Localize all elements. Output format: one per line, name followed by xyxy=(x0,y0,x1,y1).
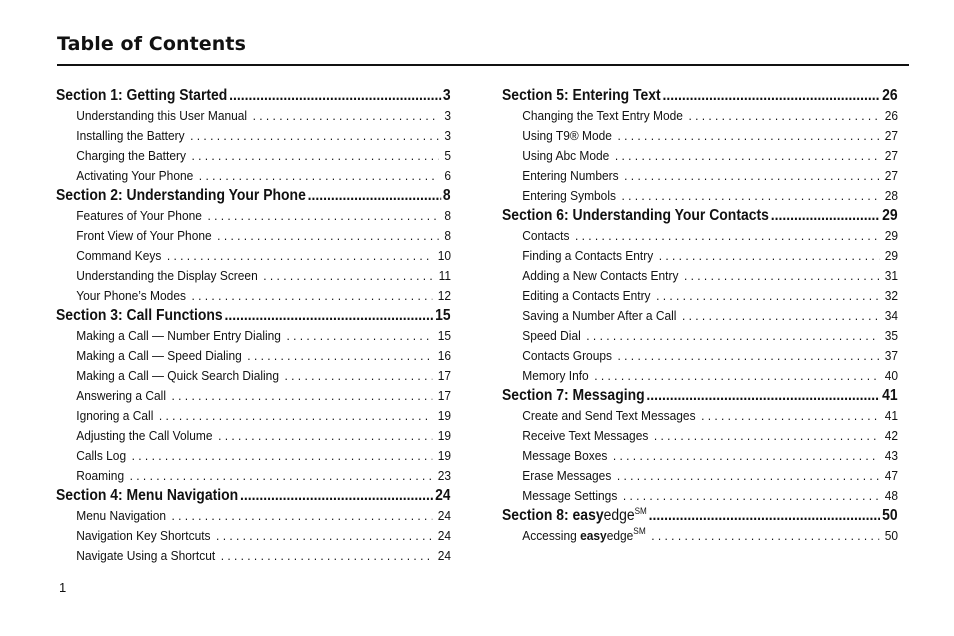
label-text: Saving a Number After a Call xyxy=(522,308,677,323)
toc-page-number: 41 xyxy=(884,408,899,423)
toc-entry[interactable] xyxy=(56,426,451,446)
toc-section-heading[interactable] xyxy=(502,506,898,526)
toc-entry[interactable] xyxy=(56,406,451,426)
toc-entry[interactable] xyxy=(502,186,898,206)
toc-entry-label xyxy=(76,366,279,386)
toc-page-number: 3 xyxy=(442,87,451,104)
dot-leader xyxy=(240,486,433,506)
label-text: Speed Dial xyxy=(522,328,581,343)
toc-page-number: 50 xyxy=(882,507,898,524)
toc-entry-label xyxy=(76,386,166,406)
toc-entry-label xyxy=(76,166,193,186)
toc-entry-label xyxy=(522,226,569,246)
toc-page-number: 8 xyxy=(444,228,452,243)
dot-leader xyxy=(594,366,879,386)
toc-entry-label xyxy=(76,466,124,486)
toc-entry-label xyxy=(522,526,645,546)
label-text: Features of Your Phone xyxy=(76,208,202,223)
label-text: Section 7: Messaging xyxy=(502,387,645,404)
toc-page-number: 27 xyxy=(884,128,899,143)
toc-entry[interactable] xyxy=(502,306,898,326)
toc-entry[interactable] xyxy=(56,106,451,126)
toc-page-number: 12 xyxy=(437,288,452,303)
toc-page-number: 19 xyxy=(437,408,452,423)
dot-leader xyxy=(621,186,879,206)
label-text: Section 1: Getting Started xyxy=(56,87,228,104)
toc-entry-label xyxy=(76,446,126,466)
toc-right-column xyxy=(502,86,898,546)
toc-page-number: 31 xyxy=(884,268,899,283)
dot-leader xyxy=(656,286,879,306)
dot-leader xyxy=(615,146,879,166)
dot-leader xyxy=(286,326,432,346)
toc-entry[interactable] xyxy=(502,226,898,246)
toc-entry-label xyxy=(522,446,607,466)
toc-entry-label xyxy=(522,106,683,126)
dot-leader xyxy=(649,506,881,526)
toc-entry-label xyxy=(522,306,676,326)
label-text: Front View of Your Phone xyxy=(76,228,212,243)
dot-leader xyxy=(682,306,879,326)
toc-page-number: 16 xyxy=(437,348,452,363)
toc-page-number: 32 xyxy=(884,288,899,303)
toc-entry-label xyxy=(76,246,161,266)
toc-page-number: 28 xyxy=(884,188,899,203)
toc-entry-label xyxy=(522,126,612,146)
toc-section-label xyxy=(56,486,238,506)
label-text: Adjusting the Call Volume xyxy=(76,428,213,443)
toc-entry[interactable] xyxy=(56,286,451,306)
toc-left-column xyxy=(56,86,451,566)
label-text: Answering a Call xyxy=(76,388,166,403)
toc-entry-label xyxy=(76,506,166,526)
toc-entry-label xyxy=(522,246,653,266)
label-text: Section 8: xyxy=(502,507,573,524)
toc-page-number: 48 xyxy=(884,488,899,503)
toc-entry-label xyxy=(76,526,210,546)
dot-leader xyxy=(308,186,441,206)
toc-entry[interactable] xyxy=(56,526,451,546)
toc-entry-label xyxy=(522,426,648,446)
label-text: Erase Messages xyxy=(522,468,612,483)
toc-page-number: 11 xyxy=(438,268,452,283)
toc-entry-label xyxy=(522,266,678,286)
toc-entry-label xyxy=(522,486,617,506)
toc-entry-label xyxy=(76,206,202,226)
dot-leader xyxy=(654,426,879,446)
dot-leader xyxy=(613,446,879,466)
toc-entry-label xyxy=(522,366,588,386)
toc-section-heading[interactable] xyxy=(502,386,898,406)
toc-entry[interactable] xyxy=(56,346,451,366)
toc-entry[interactable] xyxy=(56,126,451,146)
toc-entry-label xyxy=(522,286,650,306)
toc-entry-label xyxy=(76,146,186,166)
toc-page-number: 6 xyxy=(444,168,452,183)
dot-leader xyxy=(662,86,880,106)
dot-leader xyxy=(217,226,439,246)
toc-entry-label xyxy=(522,326,581,346)
label-text: Your Phone’s Modes xyxy=(76,288,186,303)
dot-leader xyxy=(659,246,879,266)
toc-entry-label xyxy=(76,266,257,286)
toc-page-number: 27 xyxy=(884,148,899,163)
toc-page-number: 8 xyxy=(442,187,451,204)
toc-entry-label xyxy=(522,146,609,166)
label-text: Contacts xyxy=(522,228,570,243)
label-text: Making a Call — Speed Dialing xyxy=(76,348,242,363)
dot-leader xyxy=(617,466,879,486)
toc-section-label xyxy=(56,86,227,106)
label-text: Section 4: Menu Navigation xyxy=(56,487,239,504)
toc-entry[interactable] xyxy=(502,246,898,266)
label-text: Activating Your Phone xyxy=(76,168,194,183)
dot-leader xyxy=(575,226,879,246)
label-text: Menu Navigation xyxy=(76,508,166,523)
toc-entry-label xyxy=(76,106,247,126)
label-text: Command Keys xyxy=(76,248,162,263)
dot-leader xyxy=(771,206,881,226)
toc-section-label xyxy=(502,506,647,526)
toc-entry[interactable] xyxy=(502,126,898,146)
toc-page-number: 47 xyxy=(884,468,899,483)
dot-leader xyxy=(218,426,432,446)
toc-page-number: 50 xyxy=(884,528,899,543)
label-text: Using T9® Mode xyxy=(522,128,612,143)
label-text: Installing the Battery xyxy=(76,128,185,143)
toc-page-number: 29 xyxy=(884,248,899,263)
toc-section-heading[interactable] xyxy=(56,306,451,326)
dot-leader xyxy=(617,126,879,146)
page-title: Table of Contents xyxy=(57,33,246,55)
toc-entry[interactable] xyxy=(56,206,451,226)
toc-page-number: 19 xyxy=(437,448,452,463)
toc-page-number: 26 xyxy=(882,87,898,104)
toc-page-number: 3 xyxy=(444,128,452,143)
toc-section-heading[interactable] xyxy=(56,186,451,206)
toc-entry-label xyxy=(522,186,616,206)
dot-leader xyxy=(132,446,433,466)
toc-entry[interactable] xyxy=(502,286,898,306)
dot-leader xyxy=(623,486,879,506)
toc-entry[interactable] xyxy=(502,426,898,446)
toc-page-number: 35 xyxy=(884,328,899,343)
dot-leader xyxy=(229,86,441,106)
label-text: Section 5: Entering Text xyxy=(502,87,661,104)
label-text: Roaming xyxy=(76,468,125,483)
label-text: Understanding the Display Screen xyxy=(76,268,258,283)
toc-page-number: 15 xyxy=(437,328,452,343)
toc-entry[interactable] xyxy=(56,166,451,186)
label-text: Contacts Groups xyxy=(522,348,612,363)
label-text: Section 3: Call Functions xyxy=(56,307,223,324)
dot-leader xyxy=(207,206,438,226)
toc-page-number: 41 xyxy=(882,387,898,404)
toc-entry-label xyxy=(522,406,695,426)
label-text: Section 6: Understanding Your Contacts xyxy=(502,207,769,224)
toc-entry-label xyxy=(76,406,153,426)
toc-entry[interactable] xyxy=(56,386,451,406)
dot-leader xyxy=(247,346,432,366)
toc-page-number: 24 xyxy=(437,528,452,543)
dot-leader xyxy=(618,346,880,366)
toc-entry[interactable] xyxy=(502,146,898,166)
toc-entry[interactable] xyxy=(56,326,451,346)
toc-entry[interactable] xyxy=(502,466,898,486)
brand-name-rest: edge xyxy=(606,528,634,543)
label-text: Using Abc Mode xyxy=(522,148,610,163)
toc-entry[interactable] xyxy=(56,226,451,246)
toc-entry[interactable] xyxy=(502,526,898,546)
toc-entry[interactable] xyxy=(56,146,451,166)
toc-page-number: 8 xyxy=(444,208,452,223)
toc-entry[interactable] xyxy=(56,246,451,266)
toc-entry-label xyxy=(76,426,212,446)
toc-page-number: 42 xyxy=(884,428,899,443)
toc-section-heading[interactable] xyxy=(56,486,451,506)
page-number: 1 xyxy=(59,580,67,595)
label-text: Section 2: Understanding Your Phone xyxy=(56,187,306,204)
brand-name-bold: easy xyxy=(580,528,607,543)
dot-leader xyxy=(651,526,879,546)
toc-entry[interactable] xyxy=(502,326,898,346)
toc-section-label xyxy=(56,306,223,326)
toc-page-number: 23 xyxy=(437,468,452,483)
toc-entry[interactable] xyxy=(56,366,451,386)
dot-leader xyxy=(586,326,879,346)
toc-section-label xyxy=(56,186,306,206)
label-text: Receive Text Messages xyxy=(522,428,649,443)
toc-page-number: 29 xyxy=(882,207,898,224)
toc-page-number: 5 xyxy=(444,148,452,163)
brand-name-rest: edge xyxy=(603,507,635,524)
toc-entry[interactable] xyxy=(502,446,898,466)
label-text: Charging the Battery xyxy=(76,148,186,163)
toc-page-number: 24 xyxy=(435,487,451,504)
label-text: Making a Call — Quick Search Dialing xyxy=(76,368,279,383)
toc-section-label xyxy=(502,386,645,406)
toc-entry[interactable] xyxy=(56,546,451,566)
toc-page-number: 40 xyxy=(884,368,899,383)
toc-entry-label xyxy=(76,546,215,566)
toc-entry[interactable] xyxy=(56,506,451,526)
toc-entry[interactable] xyxy=(56,446,451,466)
dot-leader xyxy=(688,106,879,126)
dot-leader xyxy=(172,386,433,406)
toc-entry-label xyxy=(76,326,281,346)
toc-section-heading[interactable] xyxy=(502,86,898,106)
toc-entry-label xyxy=(522,466,611,486)
dot-leader xyxy=(130,466,433,486)
label-text: Message Boxes xyxy=(522,448,608,463)
toc-page-number: 17 xyxy=(437,368,452,383)
dot-leader xyxy=(172,506,433,526)
toc-entry-label xyxy=(76,126,184,146)
toc-entry[interactable] xyxy=(56,466,451,486)
toc-section-heading[interactable] xyxy=(502,206,898,226)
dot-leader xyxy=(199,166,439,186)
label-text: Finding a Contacts Entry xyxy=(522,248,654,263)
toc-page-number: 19 xyxy=(437,428,452,443)
toc-entry[interactable] xyxy=(56,266,451,286)
toc-page-number: 29 xyxy=(884,228,899,243)
toc-section-label xyxy=(502,206,769,226)
label-text: Navigate Using a Shortcut xyxy=(76,548,216,563)
toc-entry[interactable] xyxy=(502,106,898,126)
toc-entry-label xyxy=(76,286,186,306)
dot-leader xyxy=(285,366,433,386)
label-text: Making a Call — Number Entry Dialing xyxy=(76,328,281,343)
toc-entry[interactable] xyxy=(502,406,898,426)
label-text: Accessing xyxy=(522,528,581,543)
dot-leader xyxy=(167,246,432,266)
toc-page-number: 24 xyxy=(437,508,452,523)
label-text: Memory Info xyxy=(522,368,589,383)
dot-leader xyxy=(191,146,438,166)
dot-leader xyxy=(263,266,433,286)
toc-section-label xyxy=(502,86,661,106)
dot-leader xyxy=(646,386,880,406)
toc-page-number: 15 xyxy=(435,307,451,324)
toc-entry[interactable] xyxy=(502,346,898,366)
label-text: Ignoring a Call xyxy=(76,408,154,423)
brand-name-bold: easy xyxy=(572,507,604,524)
toc-page-number: 24 xyxy=(437,548,452,563)
dot-leader xyxy=(191,286,432,306)
service-mark: SM xyxy=(634,506,647,516)
title-divider xyxy=(57,64,909,66)
label-text: Create and Send Text Messages xyxy=(522,408,696,423)
toc-page-number: 17 xyxy=(437,388,452,403)
dot-leader xyxy=(159,406,432,426)
label-text: Message Settings xyxy=(522,488,618,503)
label-text: Entering Numbers xyxy=(522,168,619,183)
label-text: Calls Log xyxy=(76,448,127,463)
label-text: Changing the Text Entry Mode xyxy=(522,108,683,123)
toc-page-number: 37 xyxy=(884,348,899,363)
toc-entry-label xyxy=(76,346,242,366)
toc-page-number: 43 xyxy=(884,448,899,463)
toc-page-number: 34 xyxy=(884,308,899,323)
toc-entry[interactable] xyxy=(502,366,898,386)
dot-leader xyxy=(224,306,433,326)
dot-leader xyxy=(624,166,879,186)
label-text: Adding a New Contacts Entry xyxy=(522,268,679,283)
toc-page-number: 3 xyxy=(444,108,452,123)
toc-entry[interactable] xyxy=(502,166,898,186)
toc-entry-label xyxy=(522,166,618,186)
dot-leader xyxy=(221,546,432,566)
dot-leader xyxy=(253,106,439,126)
toc-entry-label xyxy=(522,346,612,366)
dot-leader xyxy=(701,406,879,426)
toc-page-number: 26 xyxy=(884,108,899,123)
dot-leader xyxy=(190,126,439,146)
label-text: Understanding this User Manual xyxy=(76,108,248,123)
toc-page-number: 27 xyxy=(884,168,899,183)
toc-entry[interactable] xyxy=(502,266,898,286)
toc-page-number: 10 xyxy=(437,248,452,263)
dot-leader xyxy=(216,526,432,546)
service-mark: SM xyxy=(633,526,646,536)
toc-section-heading[interactable] xyxy=(56,86,451,106)
dot-leader xyxy=(684,266,879,286)
label-text: Navigation Key Shortcuts xyxy=(76,528,211,543)
label-text: Editing a Contacts Entry xyxy=(522,288,651,303)
toc-entry-label xyxy=(76,226,211,246)
toc-entry[interactable] xyxy=(502,486,898,506)
label-text: Entering Symbols xyxy=(522,188,616,203)
